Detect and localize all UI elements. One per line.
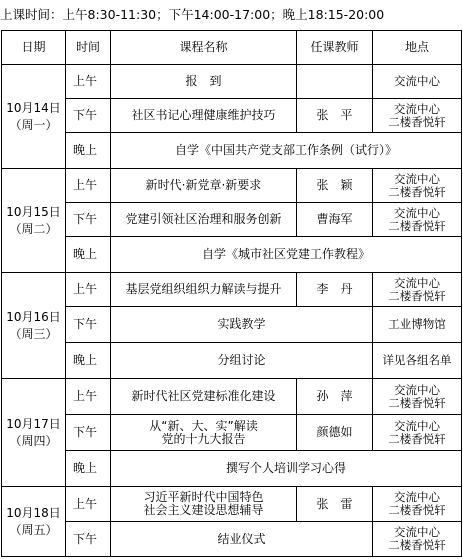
location: [373, 522, 462, 557]
schedule-time-header: 上课时间：上午8:30-11:30；下午14:00-17:00；晚上18:15-20:00: [0, 7, 385, 22]
location-line: 交流中心: [394, 74, 440, 88]
table-row: [2, 237, 462, 273]
location-line: 二楼香悦轩: [388, 184, 446, 199]
location: [373, 379, 462, 415]
course-name: [111, 415, 297, 451]
table-header-row: [2, 31, 462, 65]
teacher-name: [297, 65, 373, 99]
location: [373, 415, 462, 451]
course-name-line: 从“新、大、实”解读: [149, 418, 258, 433]
date-cell: [2, 65, 66, 169]
location-line: 交流中心: [394, 205, 440, 220]
session-time: 下午: [66, 203, 111, 237]
date-label: 10月16日: [6, 309, 61, 324]
course-name-line: 习近平新时代中国特色: [143, 490, 264, 504]
date-cell: [2, 379, 66, 487]
table-row: [2, 203, 462, 237]
date-label: 10月14日: [6, 100, 61, 115]
course-name-line: 党的十九大报告: [161, 431, 246, 446]
course-name: 新时代·新党章·新要求: [111, 169, 297, 203]
location-line: 二楼香悦轩: [388, 218, 446, 233]
course-name: 社区书记心理健康维护技巧: [111, 99, 297, 133]
location-line: 工业博物馆: [388, 317, 446, 331]
course-name: 实践教学: [111, 307, 373, 343]
session-time: 下午: [66, 99, 111, 133]
table-row: [2, 133, 462, 169]
table-row: [2, 379, 462, 415]
session-time: 上午: [66, 379, 111, 415]
location: [373, 169, 462, 203]
session-time: 下午: [66, 522, 111, 557]
session-time: 下午: [66, 307, 111, 343]
location: [373, 273, 462, 307]
schedule-body: [2, 65, 462, 557]
course-name: 自学《中国共产党支部工作条例（试行）》: [111, 133, 462, 169]
course-name: 新时代社区党建标准化建设: [111, 379, 297, 415]
location-line: 二楼香悦轩: [388, 431, 446, 446]
location-line: 交流中心: [394, 490, 440, 504]
teacher-name: 李 丹: [297, 273, 373, 307]
session-time: 晚上: [66, 451, 111, 487]
table-row: [2, 451, 462, 487]
location-line: 交流中心: [394, 101, 440, 116]
table-row: [2, 343, 462, 379]
date-cell: [2, 487, 66, 557]
teacher-name: 张 平: [297, 99, 373, 133]
location: [373, 99, 462, 133]
weekday-label: （周二）: [9, 221, 58, 236]
session-time: 上午: [66, 273, 111, 307]
location-line: 二楼香悦轩: [388, 503, 446, 517]
column-header-course: 课程名称: [111, 31, 297, 65]
table-row: [2, 65, 462, 99]
weekday-label: （周一）: [9, 117, 58, 132]
location-line: 交流中心: [394, 418, 440, 433]
session-time: 晚上: [66, 133, 111, 169]
location-line: 交流中心: [394, 525, 440, 539]
course-schedule-table: [1, 30, 462, 557]
teacher-name: 颜德如: [297, 415, 373, 451]
date-label: 10月17日: [6, 416, 61, 431]
table-row: [2, 273, 462, 307]
course-name: [111, 487, 297, 522]
table-row: [2, 169, 462, 203]
date-label: 10月15日: [6, 204, 61, 219]
location: [373, 65, 462, 99]
table-row: [2, 307, 462, 343]
course-name: 自学《城市社区党建工作教程》: [111, 237, 462, 273]
location-line: 二楼香悦轩: [388, 538, 446, 552]
session-time: 晚上: [66, 343, 111, 379]
teacher-name: 张 雷: [297, 487, 373, 522]
column-header-location: 地点: [373, 31, 462, 65]
weekday-label: （周四）: [9, 433, 58, 448]
column-header-date: 日期: [2, 31, 66, 65]
location-line: 二楼香悦轩: [388, 288, 446, 303]
location: [373, 487, 462, 522]
course-name: 报 到: [111, 65, 297, 99]
weekday-label: （周五）: [9, 522, 58, 537]
session-time: 上午: [66, 65, 111, 99]
location-line: 二楼香悦轩: [388, 114, 446, 129]
column-header-time: 时间: [66, 31, 111, 65]
location: [373, 307, 462, 343]
date-cell: [2, 169, 66, 273]
session-time: 上午: [66, 487, 111, 522]
teacher-name: 曹海军: [297, 203, 373, 237]
teacher-name: 张 颖: [297, 169, 373, 203]
location: [373, 343, 462, 379]
location-line: 交流中心: [394, 382, 440, 397]
course-name: 党建引领社区治理和服务创新: [111, 203, 297, 237]
date-cell: [2, 273, 66, 379]
location-line: 详见各组名单: [382, 353, 452, 367]
location: [373, 203, 462, 237]
table-row: [2, 522, 462, 557]
location-line: 交流中心: [394, 275, 440, 290]
date-label: 10月18日: [6, 505, 61, 520]
location-line: 二楼香悦轩: [388, 395, 446, 410]
session-time: 下午: [66, 415, 111, 451]
session-time: 上午: [66, 169, 111, 203]
weekday-label: （周三）: [9, 326, 58, 341]
table-row: [2, 415, 462, 451]
course-name: 基层党组织组织力解读与提升: [111, 273, 297, 307]
course-name-line: 社会主义建设思想辅导: [143, 503, 264, 517]
session-time: 晚上: [66, 237, 111, 273]
course-name: 分组讨论: [111, 343, 373, 379]
teacher-name: 孙 萍: [297, 379, 373, 415]
table-row: [2, 487, 462, 522]
course-name: 结业仪式: [111, 522, 373, 557]
location-line: 交流中心: [394, 171, 440, 186]
course-name: 撰写个人培训学习心得: [111, 451, 462, 487]
table-row: [2, 99, 462, 133]
column-header-teacher: 任课教师: [297, 31, 373, 65]
